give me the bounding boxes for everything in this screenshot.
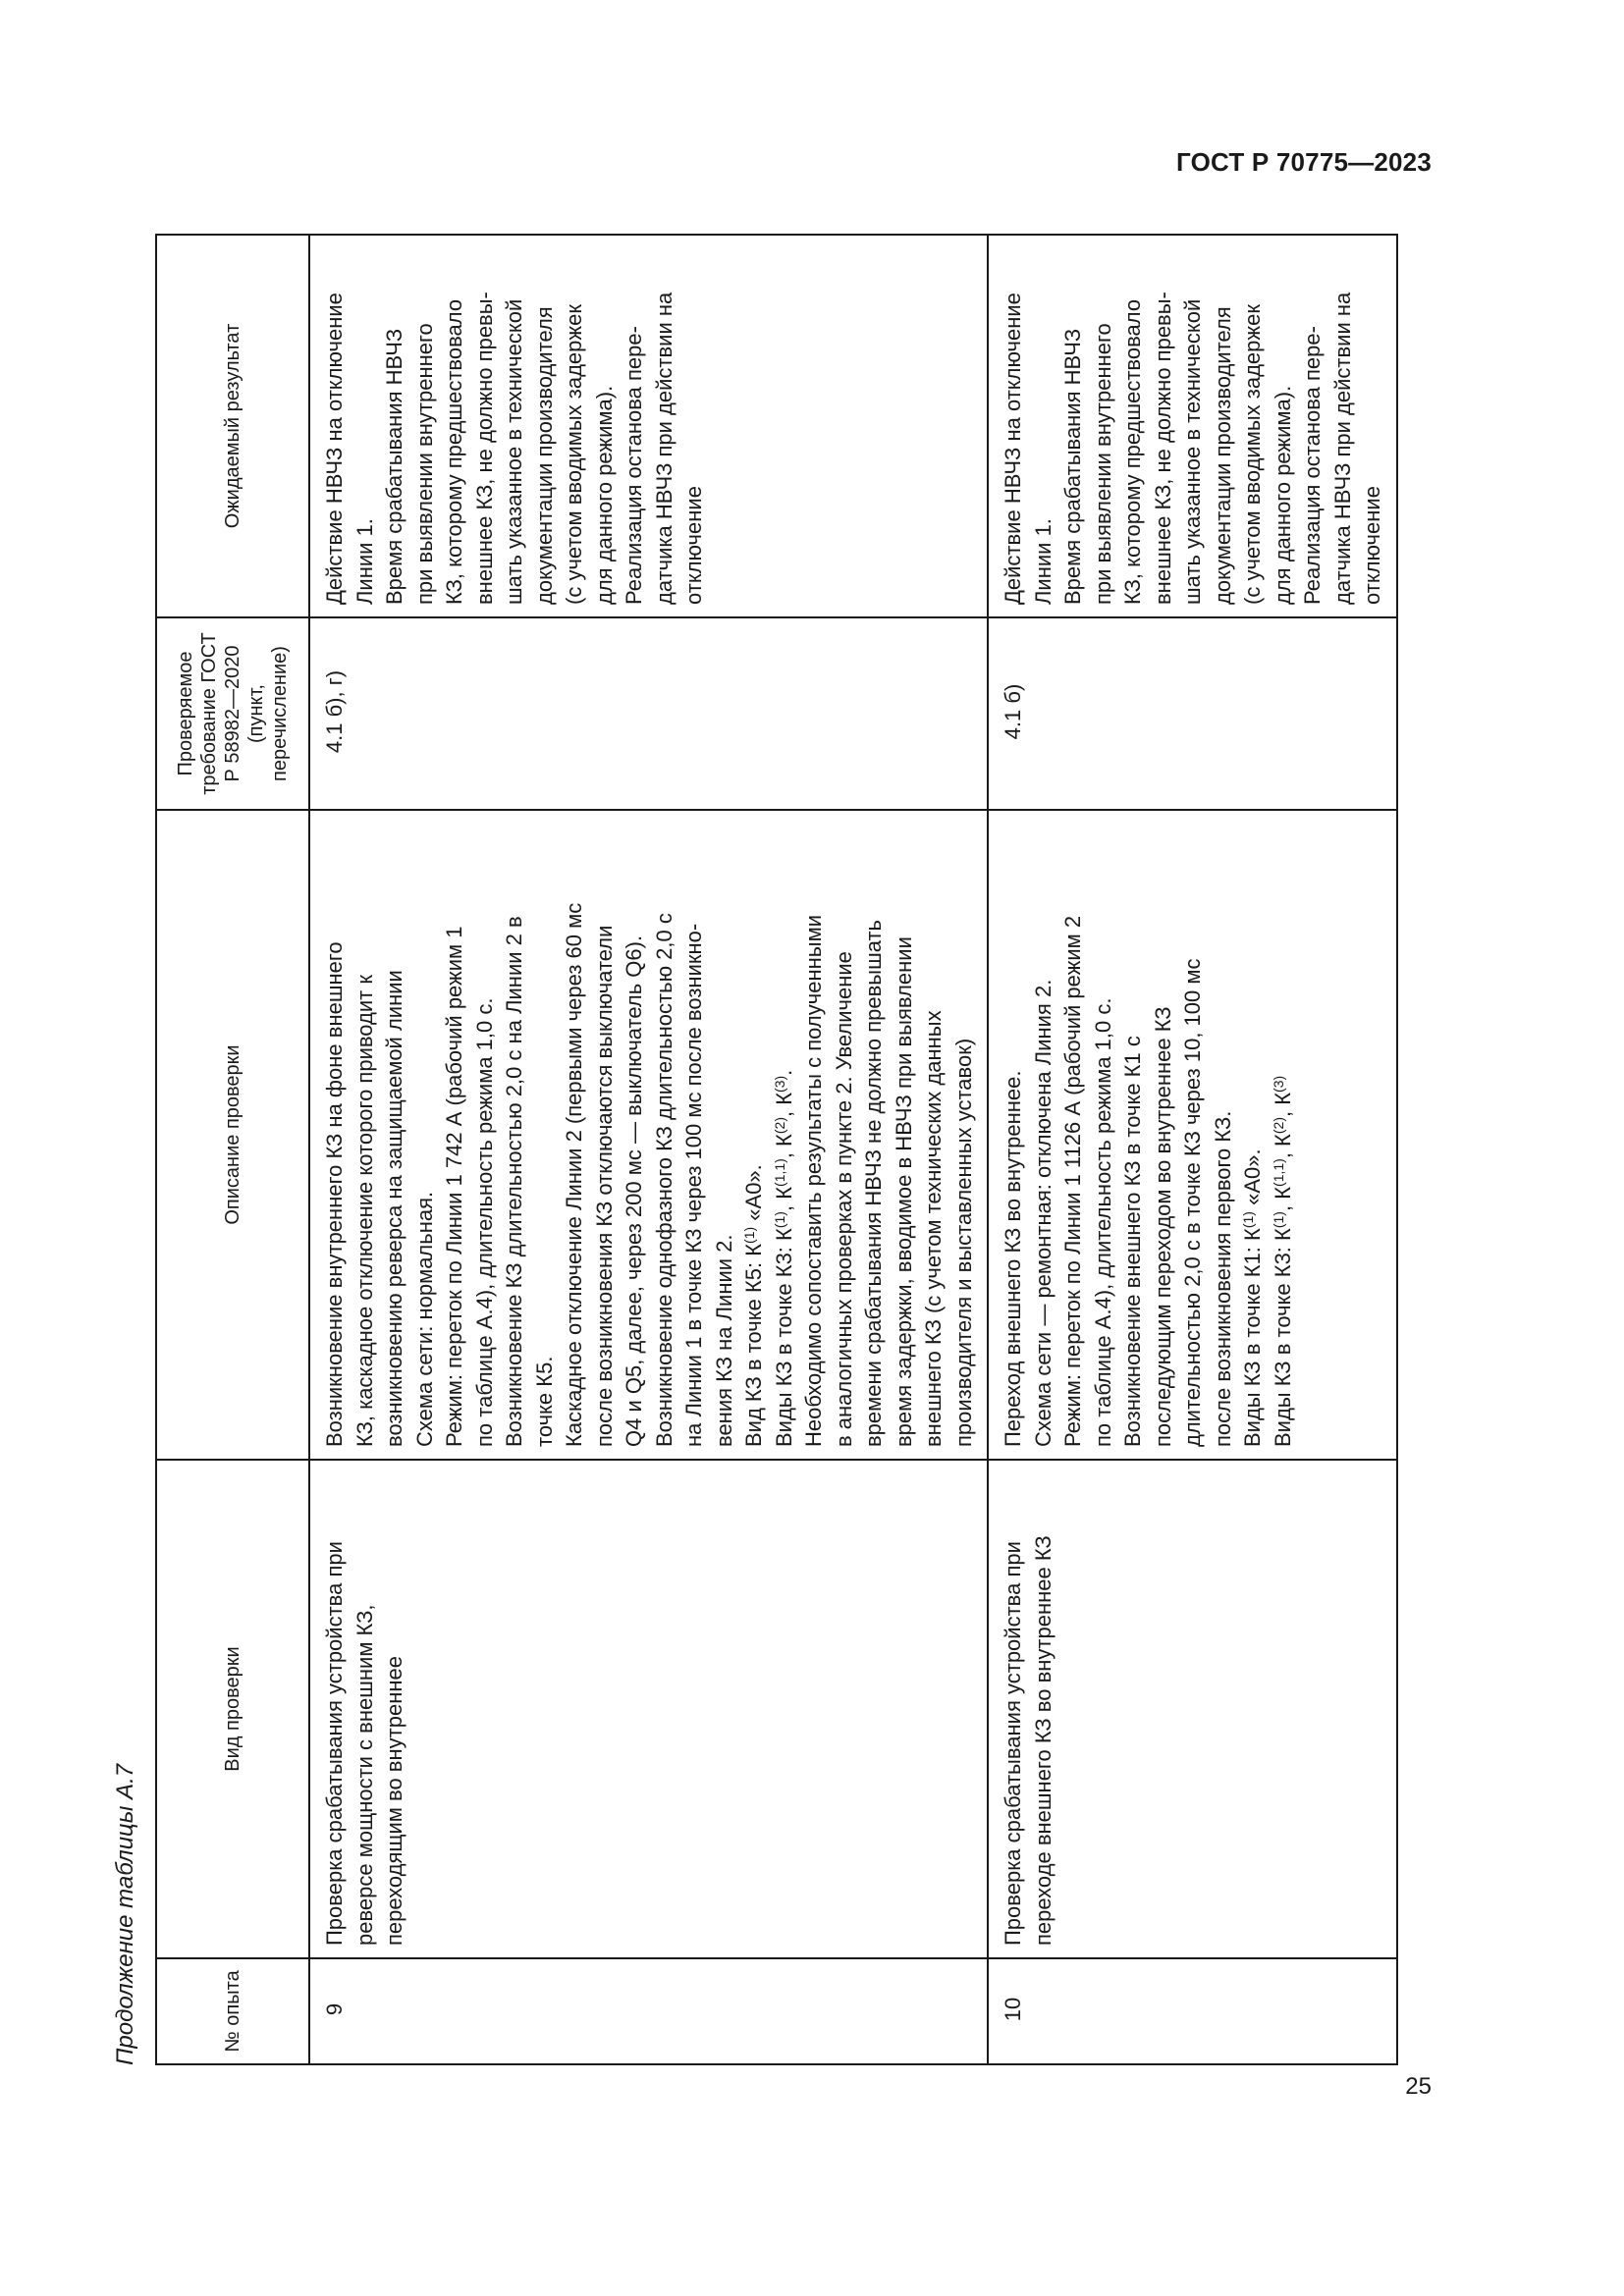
superscript: (2) [771,1117,787,1135]
desc-line: после возникновения первого КЗ. [1210,1110,1235,1447]
desc-line: возникновению реверса на защищаемой линии [382,970,406,1447]
result-line: отключение [681,486,706,605]
row-desc-cell [309,810,988,1460]
row-result-cell [988,235,1397,617]
result-line: Время срабатывания НВЧЗ [1060,328,1085,605]
header-type: Вид проверки [156,1460,309,1958]
desc-line: по таблице А.4), длительность режима 1,0 с. [471,997,497,1447]
desc-text: . [771,1069,796,1076]
row-type-cell: Проверка срабатывания устройства при реверсе мощности с внешним КЗ, переходящим во внутреннее [309,1460,988,1958]
superscript: (1) [741,1226,757,1244]
row-type-cell: Проверка срабатывания устройства при переходе внешнего КЗ во внутреннее КЗ [988,1460,1397,1958]
result-line: внешнее КЗ, не должно превы- [471,292,497,605]
desc-line: точке К5. [531,1356,557,1447]
superscript: (2) [1270,1117,1286,1135]
desc-text: , К [1270,1092,1295,1117]
desc-line: Необходимо сопоставить результаты с полученными [801,915,826,1447]
desc-line: КЗ, каскадное отключение которого приводит к [352,975,377,1447]
result-line: внешнее КЗ, не должно превы- [1150,292,1175,605]
desc-line: последующим переходом во внутреннее КЗ [1150,1006,1175,1447]
document-standard-header: ГОСТ Р 70775—2023 [1176,147,1432,177]
desc-line [770,819,800,1447]
result-line: Время срабатывания НВЧЗ [382,328,406,605]
table-row [988,235,1397,2064]
superscript: (1) [1270,1211,1286,1229]
header-result: Ожидаемый результат [156,235,309,617]
desc-line: производителя и выставленных уставок) [950,1038,976,1447]
desc-line [1269,819,1299,1447]
desc-text: «А0». [1240,1148,1265,1212]
desc-line: Переход внешнего КЗ во внутреннее. [1001,1070,1025,1447]
result-line: отключение [1360,486,1384,605]
result-line: Реализация останова пере- [622,326,646,605]
desc-line [1238,819,1269,1447]
result-line: (с учетом вводимых задержек [562,304,586,605]
desc-line: Возникновение КЗ длительностью 2,0 с на Линии 2 в [502,916,526,1447]
row-req-cell: 4.1 б) [988,617,1397,810]
header-num: № опыта [156,1958,309,2064]
result-line: шать указанное в технической [502,298,526,605]
desc-line: Возникновение внешнего КЗ в точке К1 с [1120,1036,1145,1447]
desc-line: по таблице А.4), длительность режима 1,0 с. [1090,997,1115,1447]
result-line: для данного режима). [591,385,617,605]
desc-text: , К [771,1092,796,1117]
desc-line: Возникновение внутреннего КЗ на фоне внешнего [322,941,347,1447]
desc-line: после возникновения КЗ отключаются выключатели [591,925,617,1447]
desc-line: Каскадное отключение Линии 2 (первыми через 60 мс [562,902,586,1447]
row-result-cell [309,235,988,617]
row-req-cell: 4.1 б), г) [309,617,988,810]
superscript: (1) [771,1211,787,1229]
desc-line: времени срабатывания НВЧЗ не должно превышать [861,919,886,1447]
desc-text: , К [1270,1186,1295,1212]
row-num-cell: 9 [309,1958,988,2064]
superscript: (3) [771,1075,787,1093]
result-line: датчика НВЧЗ при действии на [1329,292,1355,605]
desc-line: Схема сети — ремонтная: отключена Линия 2. [1030,979,1056,1447]
desc-text: , К [1270,1134,1295,1159]
desc-line: вения КЗ на Линии 2. [711,1234,736,1447]
desc-line: Q4 и Q5, далее, через 200 мс — выключатель Q6). [622,934,646,1447]
result-line: документации производителя [1210,306,1235,605]
desc-line: время задержки, вводимое в НВЧЗ при выявлении [891,936,916,1447]
page-number: 25 [1405,2073,1432,2100]
desc-text: , К [771,1134,796,1159]
table-caption: Продолжение таблицы А.7 [112,1763,138,2065]
result-line: Действие НВЧЗ на отключение [322,293,347,605]
desc-text: Виды КЗ в точке К1: К [1240,1228,1265,1447]
desc-line: Схема сети: нормальная. [411,1191,437,1447]
desc-line: внешнего КЗ (с учетом технических данных [921,1010,946,1447]
desc-line: на Линии 1 в точке К3 через 100 мс после возникно- [681,923,706,1447]
result-line: при выявлении внутреннего [411,323,437,605]
superscript: (1,1) [771,1158,787,1187]
result-line: Линии 1. [1030,518,1056,605]
desc-line: Режим: переток по Линии 1 1126 А (рабочий режим 2 [1060,915,1085,1447]
desc-line: в аналогичных проверках в пункте 2. Увеличение [831,951,856,1447]
result-line: Линии 1. [352,518,377,605]
result-line: Действие НВЧЗ на отключение [1001,293,1025,605]
desc-line: Режим: переток по Линии 1 742 А (рабочий режим 1 [442,926,466,1447]
result-line: для данного режима). [1270,385,1295,605]
row-desc-cell [988,810,1397,1460]
superscript: (1,1) [1270,1158,1286,1187]
superscript: (3) [1270,1075,1286,1093]
desc-line [739,819,770,1447]
rotated-table-page [108,236,1384,2065]
superscript: (1) [1240,1211,1256,1229]
desc-text: «А0». [741,1164,766,1227]
table-header-row [156,235,309,2064]
desc-text: Вид КЗ в точке К5: К [741,1243,766,1447]
header-req: Проверяемое требование ГОСТ Р 58982—2020 (пункт, перечисление) [156,617,309,810]
desc-text: Виды КЗ в точке К3: К [771,1228,796,1447]
result-line: шать указанное в технической [1180,298,1205,605]
desc-text: Виды КЗ в точке К3: К [1270,1228,1295,1447]
result-line: КЗ, которому предшествовало [442,298,466,605]
result-line: Реализация останова пере- [1300,326,1325,605]
result-line: документации производителя [531,306,557,605]
result-line: датчика НВЧЗ при действии на [651,292,677,605]
desc-line: длительностью 2,0 с в точке КЗ через 10, 100 мс [1180,958,1205,1447]
result-line: при выявлении внутреннего [1090,323,1115,605]
desc-line: Возникновение однофазного КЗ длительностью 2,0 с [651,913,677,1447]
result-line: (с учетом вводимых задержек [1240,304,1265,605]
desc-text: , К [771,1186,796,1212]
row-num-cell: 10 [988,1958,1397,2064]
table-row [309,235,988,2064]
header-desc: Описание проверки [156,810,309,1460]
result-line: КЗ, которому предшествовало [1120,298,1145,605]
test-table [155,234,1398,2065]
